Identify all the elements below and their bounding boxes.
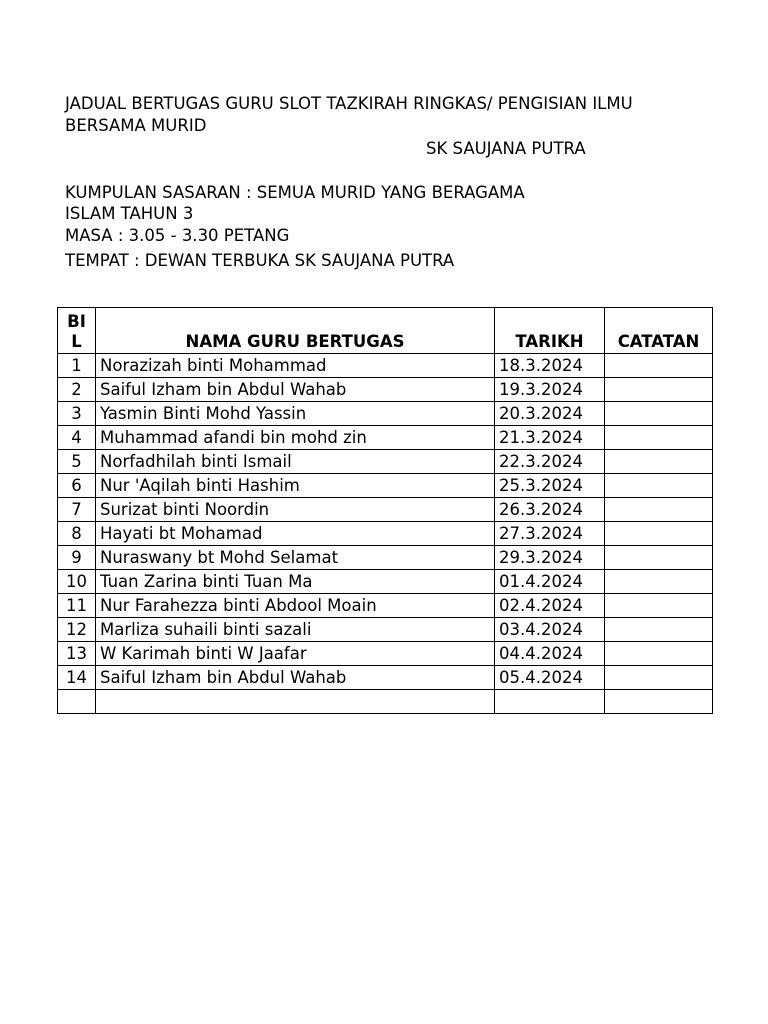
duty-date-cell: 27.3.2024 (495, 522, 605, 546)
header-nama: NAMA GURU BERTUGAS (96, 308, 495, 354)
teacher-name-cell: Nur 'Aqilah binti Hashim (96, 474, 495, 498)
remarks-cell (605, 426, 713, 450)
row-number-cell: 1 (58, 354, 96, 378)
row-number-cell: 12 (58, 618, 96, 642)
row-number-cell: 7 (58, 498, 96, 522)
title-line-2: BERSAMA MURID (65, 116, 207, 135)
remarks-cell (605, 402, 713, 426)
teacher-name-cell: Norfadhilah binti Ismail (96, 450, 495, 474)
duty-date-cell: 01.4.2024 (495, 570, 605, 594)
remarks-cell (605, 666, 713, 690)
venue-info: TEMPAT : DEWAN TERBUKA SK SAUJANA PUTRA (65, 251, 455, 270)
table-row (58, 378, 713, 402)
duty-date-cell (495, 690, 605, 714)
remarks-cell (605, 642, 713, 666)
header-bil: BI L (58, 308, 96, 354)
row-number-cell: 4 (58, 426, 96, 450)
remarks-cell (605, 690, 713, 714)
teacher-name-cell: Muhammad afandi bin mohd zin (96, 426, 495, 450)
table-row (58, 594, 713, 618)
row-number-cell: 13 (58, 642, 96, 666)
teacher-name-cell: W Karimah binti W Jaafar (96, 642, 495, 666)
teacher-name-cell: Marliza suhaili binti sazali (96, 618, 495, 642)
row-number-cell: 2 (58, 378, 96, 402)
duty-date-cell: 19.3.2024 (495, 378, 605, 402)
table-row (58, 402, 713, 426)
row-number-cell: 8 (58, 522, 96, 546)
row-number-cell: 6 (58, 474, 96, 498)
duty-date-cell: 04.4.2024 (495, 642, 605, 666)
table-row (58, 570, 713, 594)
time-info: MASA : 3.05 - 3.30 PETANG (65, 226, 290, 245)
duty-date-cell: 22.3.2024 (495, 450, 605, 474)
remarks-cell (605, 618, 713, 642)
duty-date-cell: 02.4.2024 (495, 594, 605, 618)
duty-date-cell: 21.3.2024 (495, 426, 605, 450)
table-row (58, 618, 713, 642)
table-row (58, 546, 713, 570)
duty-date-cell: 05.4.2024 (495, 666, 605, 690)
header-tarikh: TARIKH (495, 308, 605, 354)
title-line-1: JADUAL BERTUGAS GURU SLOT TAZKIRAH RINGKAS/ PENGISIAN ILMU (65, 94, 633, 113)
teacher-name-cell: Tuan Zarina binti Tuan Ma (96, 570, 495, 594)
row-number-cell (58, 690, 96, 714)
teacher-name-cell: Nuraswany bt Mohd Selamat (96, 546, 495, 570)
table-row (58, 426, 713, 450)
teacher-name-cell: Saiful Izham bin Abdul Wahab (96, 666, 495, 690)
row-number-cell: 14 (58, 666, 96, 690)
remarks-cell (605, 546, 713, 570)
table-body (58, 354, 713, 714)
remarks-cell (605, 474, 713, 498)
duty-schedule-table (57, 307, 713, 714)
table-row (58, 450, 713, 474)
remarks-cell (605, 378, 713, 402)
remarks-cell (605, 450, 713, 474)
table-header-row (58, 308, 713, 354)
duty-date-cell: 20.3.2024 (495, 402, 605, 426)
row-number-cell: 11 (58, 594, 96, 618)
teacher-name-cell: Norazizah binti Mohammad (96, 354, 495, 378)
table-row (58, 474, 713, 498)
table-row (58, 666, 713, 690)
row-number-cell: 10 (58, 570, 96, 594)
table-row (58, 522, 713, 546)
teacher-name-cell: Nur Farahezza binti Abdool Moain (96, 594, 495, 618)
target-group-line-1: KUMPULAN SASARAN : SEMUA MURID YANG BERAGAMA (65, 183, 525, 202)
duty-date-cell: 29.3.2024 (495, 546, 605, 570)
teacher-name-cell (96, 690, 495, 714)
remarks-cell (605, 570, 713, 594)
teacher-name-cell: Surizat binti Noordin (96, 498, 495, 522)
remarks-cell (605, 594, 713, 618)
table-row (58, 354, 713, 378)
teacher-name-cell: Hayati bt Mohamad (96, 522, 495, 546)
remarks-cell (605, 522, 713, 546)
table-row (58, 642, 713, 666)
teacher-name-cell: Saiful Izham bin Abdul Wahab (96, 378, 495, 402)
row-number-cell: 3 (58, 402, 96, 426)
remarks-cell (605, 498, 713, 522)
target-group-line-2: ISLAM TAHUN 3 (65, 204, 194, 223)
duty-date-cell: 03.4.2024 (495, 618, 605, 642)
row-number-cell: 9 (58, 546, 96, 570)
table-row (58, 690, 713, 714)
duty-date-cell: 26.3.2024 (495, 498, 605, 522)
header-catatan: CATATAN (605, 308, 713, 354)
duty-date-cell: 18.3.2024 (495, 354, 605, 378)
remarks-cell (605, 354, 713, 378)
teacher-name-cell: Yasmin Binti Mohd Yassin (96, 402, 495, 426)
row-number-cell: 5 (58, 450, 96, 474)
duty-date-cell: 25.3.2024 (495, 474, 605, 498)
table-row (58, 498, 713, 522)
school-name: SK SAUJANA PUTRA (426, 139, 586, 158)
